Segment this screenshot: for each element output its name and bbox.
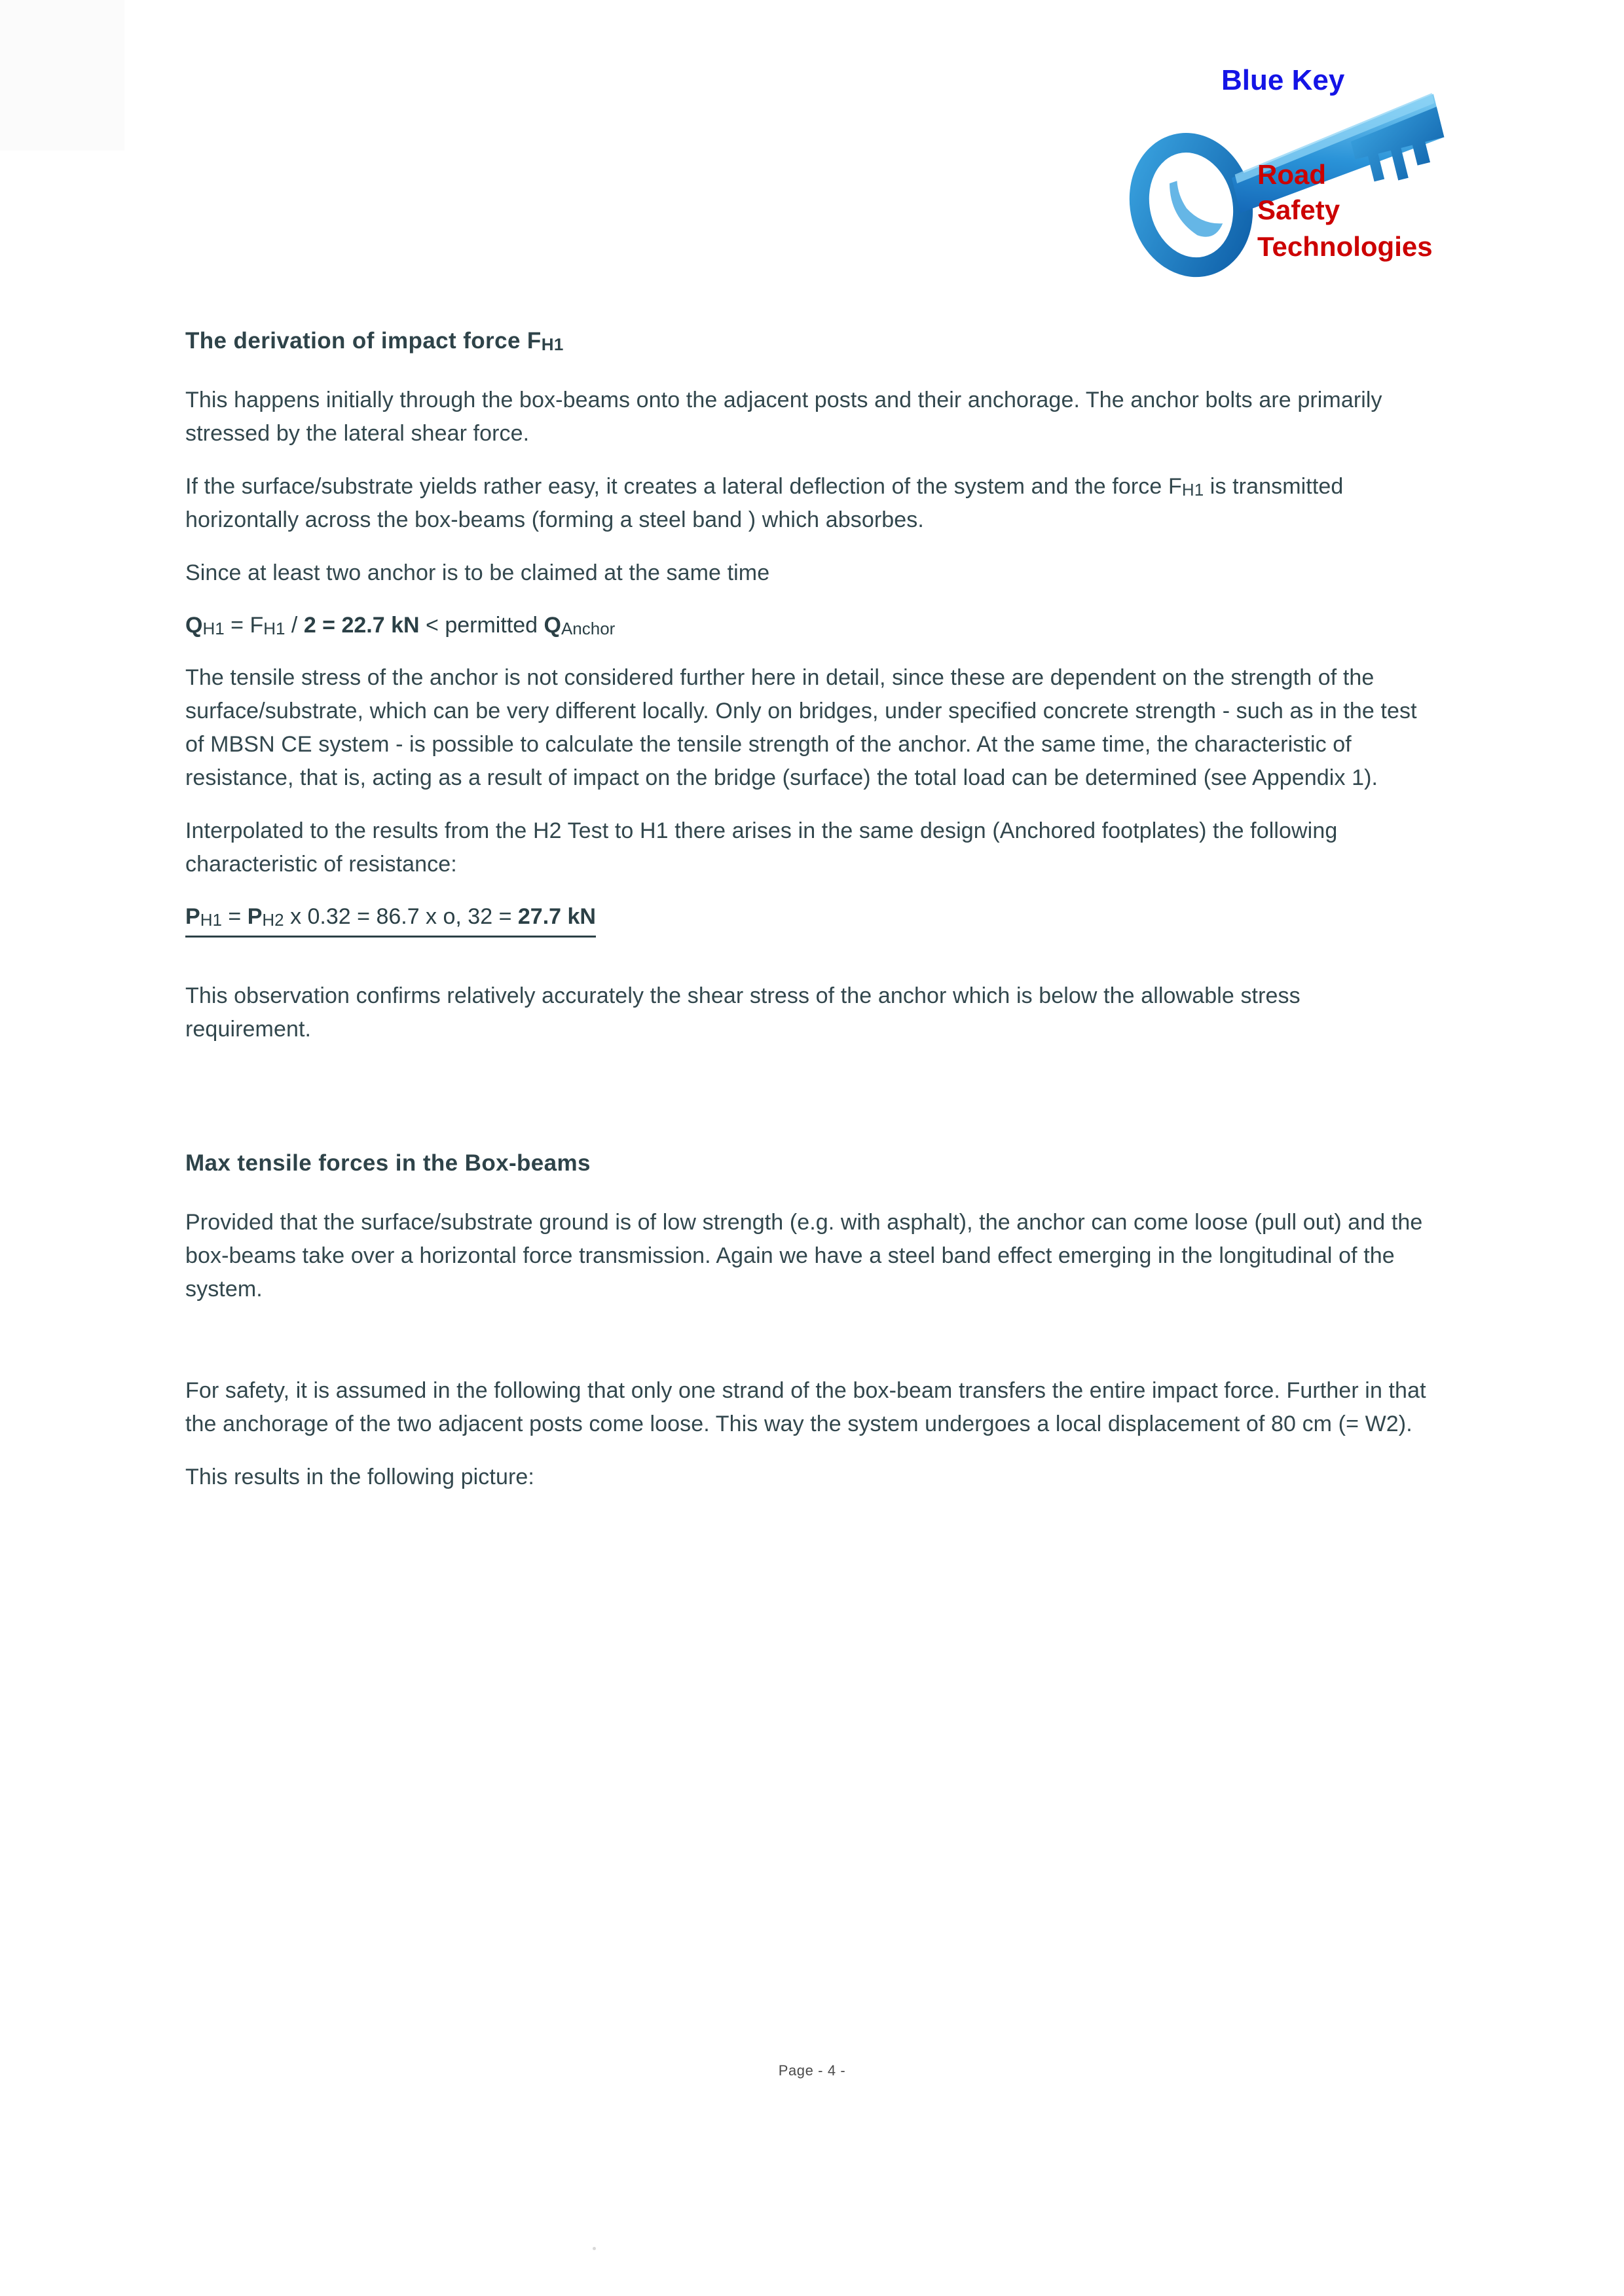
logo-brand-line3: Safety [1257,194,1340,225]
formula2-bold-value: 27.7 kN [517,903,596,929]
paragraph-spacer [185,1326,1430,1374]
heading-max-tensile-forces: Max tensile forces in the Box-beams [185,1150,591,1176]
formula2-p2-symbol: P [247,903,263,929]
company-logo [1107,62,1500,278]
page-footer: Page - 4 - [778,2062,846,2079]
formula1-mid1: = F [224,612,264,638]
section-spacer [185,1066,1430,1148]
formula2-p2-subscript: H2 [262,909,284,930]
formula-resistance-wrapper [185,901,1430,957]
heading1-subscript: H1 [541,335,564,354]
paragraph-safety-assumption: For safety, it is assumed in the following that only one strand of the box-beam transfers the entire impact force. Further in that the anchorage of the two adjacent posts come loose. This way the system undergoes a local displacement of 80 cm (= W2). [185,1377,1426,1436]
formula-shear-per-anchor [185,610,1430,642]
formula2-p-symbol: P [185,903,200,929]
paragraph-surface-yield [185,470,1430,537]
logo-brand-line1: Blue Key [1221,64,1345,96]
paragraph-two-anchors: Since at least two anchor is to be claimed at the same time [185,560,770,585]
paragraph-observation-confirms: This observation confirms relatively accurately the shear stress of the anchor which is below the allowable stress requirement. [185,983,1301,1042]
logo-brand-line2: Road [1257,159,1326,190]
formula1-q2-subscript: Anchor [561,618,616,638]
formula1-slash: / [285,612,304,638]
formula1-q2-symbol: Q [544,612,561,638]
paragraph2-part1: If the surface/substrate yields rather easy, it creates a lateral deflection of the system and the force F [185,473,1182,499]
formula2-mid1: = [221,903,248,929]
paragraph-low-strength-ground: Provided that the surface/substrate ground is of low strength (e.g. with asphalt), the anchor can come loose (pull out) and the box-beams take over a horizontal force transmission. Again we have a steel band effect emerging in the longitudinal of the system. [185,1209,1423,1302]
formula1-bold-value: 2 = 22.7 kN [303,612,420,638]
paragraph2-subscript: H1 [1181,479,1204,500]
paragraph-tensile-stress-anchor: The tensile stress of the anchor is not considered further here in detail, since these are dependent on the strength of the surface/substrate, which can be very different locally. Only on bridges, under specified concrete strength - such as in the test of MBSN CE system - is possible to calculate the tensile strength of the anchor. At the same time, the characteristic of resistance, that is, acting as a result of impact on the bridge (surface) the total load can be determined (see Appendix 1). [185,665,1417,790]
paragraph-impact-transmission: This happens initially through the box-beams onto the adjacent posts and their anchorage. The anchor bolts are primarily stressed by the lateral shear force. [185,387,1382,446]
heading-derivation-of-impact-force [185,326,1430,356]
paragraph2-part2: is transmitted horizontally across the box-beams (forming a steel band ) which absorbes. [185,473,1344,532]
formula1-f-subscript: H1 [263,618,286,638]
paragraph-interpolated-results: Interpolated to the results from the H2 Test to H1 there arises in the same design (Anchored footplates) the following characteristic of resistance: [185,818,1338,877]
formula2-p-subscript: H1 [200,909,222,930]
heading1-text: The derivation of impact force F [185,328,542,354]
scan-background-tint [0,0,124,151]
paragraph-results-picture: This results in the following picture: [185,1464,534,1489]
formula-characteristic-resistance [185,901,596,938]
document-content [185,326,1430,1514]
formula1-q-subscript: H1 [202,618,225,638]
formula1-q-symbol: Q [185,612,203,638]
logo-brand-line4: Technologies [1257,231,1433,262]
formula1-tail: < permitted [419,612,544,638]
scan-speck-artifact [593,2247,596,2250]
formula2-mid2: x 0.32 = 86.7 x o, 32 = [284,903,518,929]
